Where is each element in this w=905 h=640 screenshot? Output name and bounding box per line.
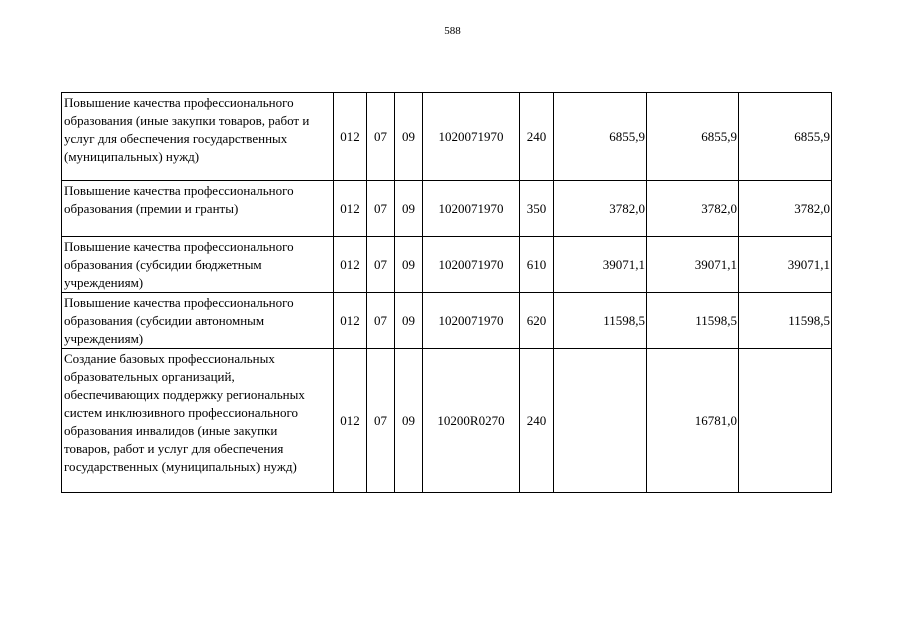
target-code: 10200R0270 (423, 349, 520, 493)
page-number: 588 (444, 25, 461, 37)
amount-1: 39071,1 (554, 237, 647, 293)
section-code: 07 (367, 237, 395, 293)
amount-2: 11598,5 (647, 293, 739, 349)
amount-1: 3782,0 (554, 181, 647, 237)
amount-2: 3782,0 (647, 181, 739, 237)
section-code: 07 (367, 349, 395, 493)
amount-3 (739, 349, 832, 493)
target-code: 1020071970 (423, 181, 520, 237)
amount-3: 11598,5 (739, 293, 832, 349)
amount-3: 39071,1 (739, 237, 832, 293)
budget-table (61, 92, 832, 493)
amount-3: 6855,9 (739, 93, 832, 181)
row-name: Создание базовых профессиональных образовательных организаций, обеспечивающих поддержку региональных систем инклюзивного профессионального образования инвалидов (иные закупки товаров, работ и услуг для обеспечения государственных (муниципальных) нужд) (62, 349, 334, 493)
ministry-code: 012 (334, 181, 367, 237)
ministry-code: 012 (334, 237, 367, 293)
target-code: 1020071970 (423, 237, 520, 293)
target-code: 1020071970 (423, 93, 520, 181)
expense-type-code: 620 (520, 293, 554, 349)
subsection-code: 09 (395, 293, 423, 349)
section-code: 07 (367, 93, 395, 181)
row-name: Повышение качества профессионального образования (субсидии автономным учреждениям) (62, 293, 334, 349)
section-code: 07 (367, 293, 395, 349)
amount-2: 16781,0 (647, 349, 739, 493)
expense-type-code: 610 (520, 237, 554, 293)
expense-type-code: 240 (520, 93, 554, 181)
target-code: 1020071970 (423, 293, 520, 349)
amount-1: 11598,5 (554, 293, 647, 349)
expense-type-code: 240 (520, 349, 554, 493)
section-code: 07 (367, 181, 395, 237)
amount-1 (554, 349, 647, 493)
amount-2: 6855,9 (647, 93, 739, 181)
expense-type-code: 350 (520, 181, 554, 237)
table-row (62, 93, 832, 181)
amount-1: 6855,9 (554, 93, 647, 181)
subsection-code: 09 (395, 349, 423, 493)
amount-2: 39071,1 (647, 237, 739, 293)
row-name: Повышение качества профессионального образования (субсидии бюджетным учреждениям) (62, 237, 334, 293)
ministry-code: 012 (334, 293, 367, 349)
table-row (62, 181, 832, 237)
table-row (62, 293, 832, 349)
table-row (62, 349, 832, 493)
table-row (62, 237, 832, 293)
subsection-code: 09 (395, 93, 423, 181)
ministry-code: 012 (334, 349, 367, 493)
ministry-code: 012 (334, 93, 367, 181)
row-name: Повышение качества профессионального образования (премии и гранты) (62, 181, 334, 237)
amount-3: 3782,0 (739, 181, 832, 237)
subsection-code: 09 (395, 181, 423, 237)
row-name: Повышение качества профессионального образования (иные закупки товаров, работ и услуг для обеспечения государственных (муниципальных) нужд) (62, 93, 334, 181)
subsection-code: 09 (395, 237, 423, 293)
